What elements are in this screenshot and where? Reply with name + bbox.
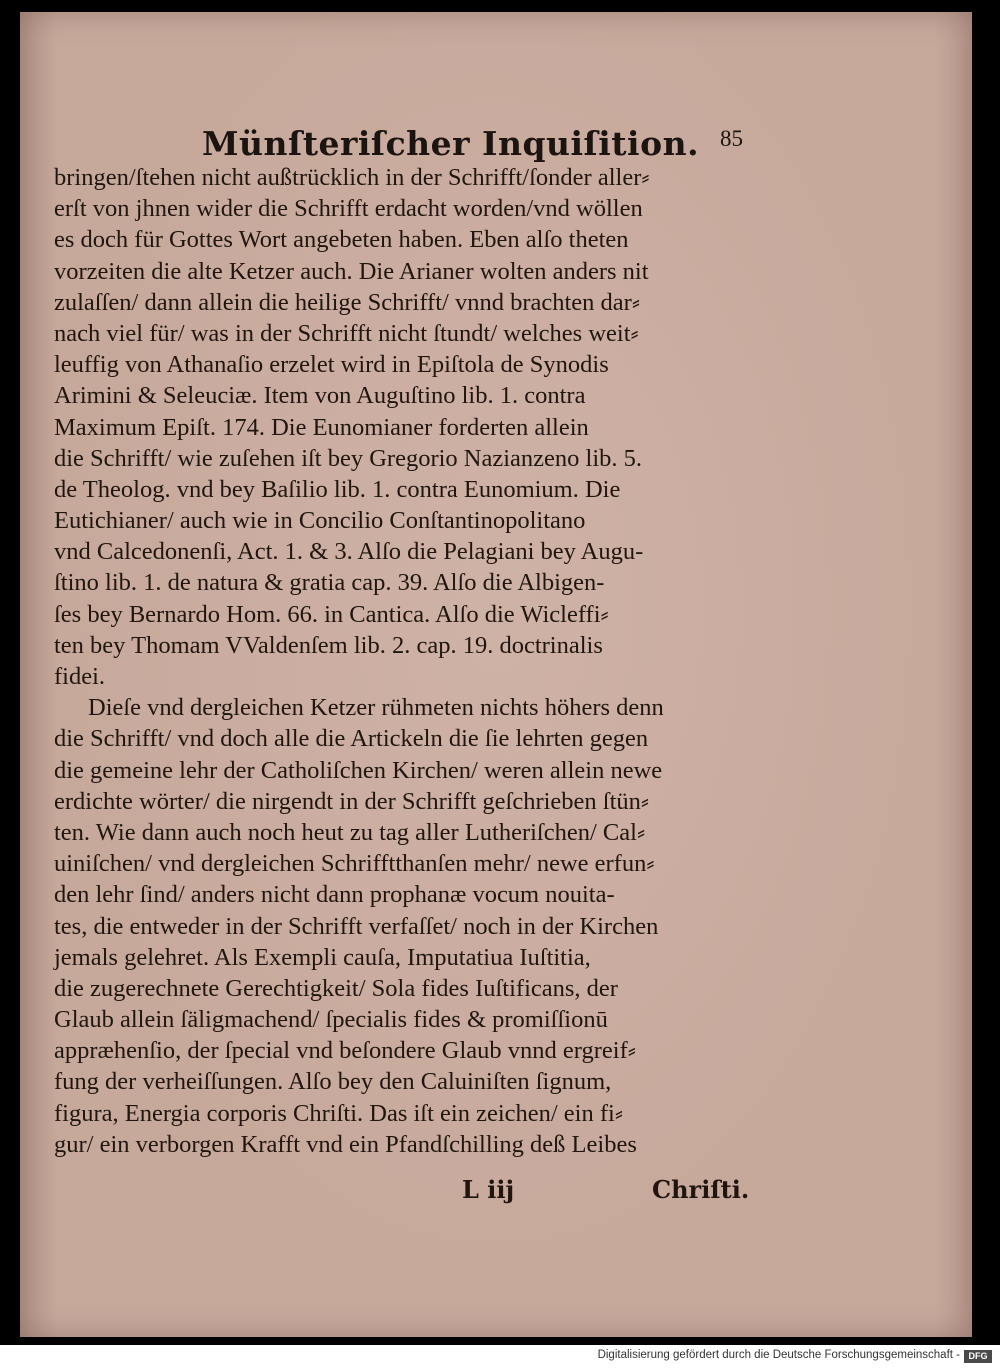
- text-line: fidei.: [54, 663, 106, 690]
- digitization-footer: [0, 1345, 1000, 1368]
- text-line: die Schrifft/ wie zuſehen iſt bey Gregorio Nazianzeno lib. 5.: [54, 444, 643, 472]
- text-line: den lehr ſind/ anders nicht dann prophanæ vocum nouita-: [54, 881, 615, 909]
- text-line: die zugerechnete Gerechtigkeit/ Sola fides Iuſtificans, der: [54, 974, 618, 1002]
- body-text: [54, 162, 754, 1160]
- text-line: jemals gelehret. Als Exempli cauſa, Imputatiua Iuſtitia,: [54, 943, 591, 971]
- text-line: leuffig von Athanaſio erzelet wird in Epiſtola de Synodis: [54, 351, 609, 379]
- page-foot: [20, 1175, 972, 1209]
- text-line: erdichte wörter/ die nirgendt in der Schrifft geſchrieben ſtün⸗: [54, 787, 650, 815]
- page-number: 85: [720, 126, 743, 151]
- catchword: Chriſti.: [652, 1175, 750, 1204]
- funding-notice: Digitalisierung gefördert durch die Deutsche Forschungsgemeinschaft -: [597, 1349, 960, 1361]
- text-line: vorzeiten die alte Ketzer auch. Die Arianer wolten anders nit: [54, 257, 649, 285]
- paragraph-start-line: Dieſe vnd dergleichen Ketzer rühmeten nichts höhers denn: [88, 694, 664, 722]
- text-line: fung der verheiſſungen. Alſo bey den Caluiniſten ſignum,: [54, 1068, 612, 1096]
- text-line: tes, die entweder in der Schrifft verfaſſet/ noch in der Kirchen: [54, 912, 659, 940]
- text-line: ſes bey Bernardo Hom. 66. in Cantica. Alſo die Wicleffi⸗: [54, 600, 609, 628]
- text-line: die Schrifft/ vnd doch alle die Artickeln die ſie lehrten gegen: [54, 725, 649, 753]
- running-title: Münſteriſcher Inquiſition.: [202, 124, 700, 163]
- text-line: Glaub allein ſäligmachend/ ſpecialis fides & promiſſionū: [54, 1006, 608, 1034]
- text-line: gur/ ein verborgen Krafft vnd ein Pfandſchilling deß Leibes: [54, 1130, 637, 1158]
- text-line: es doch für Gottes Wort angebeten haben. Eben alſo theten: [54, 226, 629, 254]
- text-line: die gemeine lehr der Catholiſchen Kirchen/ weren allein newe: [54, 756, 663, 784]
- dfg-logo-icon: DFG: [964, 1350, 992, 1363]
- text-line: ſtino lib. 1. de natura & gratia cap. 39. Alſo die Albigen-: [54, 569, 605, 597]
- text-line: erſt von jhnen wider die Schrifft erdacht worden/vnd wöllen: [54, 195, 643, 223]
- text-line: de Theolog. vnd bey Baſilio lib. 1. contra Eunomium. Die: [54, 475, 621, 503]
- text-line: Eutichianer/ auch wie in Concilio Conſtantinopolitano: [54, 507, 586, 535]
- signature-mark: L iij: [462, 1175, 515, 1204]
- text-line: zulaſſen/ dann allein die heilige Schrifft/ vnnd brachten dar⸗: [54, 288, 640, 316]
- book-page: [20, 12, 972, 1337]
- text-line: figura, Energia corporis Chriſti. Das iſt ein zeichen/ ein fi⸗: [54, 1099, 623, 1127]
- text-line: ten bey Thomam VValdenſem lib. 2. cap. 19. doctrinalis: [54, 631, 603, 659]
- text-line: nach viel für/ was in der Schrifft nicht ſtundt/ welches weit⸗: [54, 319, 639, 347]
- text-line: vnd Calcedonenſi, Act. 1. & 3. Alſo die Pelagiani bey Augu-: [54, 538, 644, 566]
- text-line: appræhenſio, der ſpecial vnd beſondere Glaub vnnd ergreif⸗: [54, 1037, 636, 1065]
- text-line: bringen/ſtehen nicht außtrücklich in der Schrifft/ſonder aller⸗: [54, 164, 650, 191]
- text-line: uiniſchen/ vnd dergleichen Schrifftthanſen mehr/ newe erfun⸗: [54, 850, 655, 878]
- text-line: ten. Wie dann auch noch heut zu tag aller Lutheriſchen/ Cal⸗: [54, 818, 646, 846]
- text-line: Arimini & Seleuciæ. Item von Auguſtino lib. 1. contra: [54, 382, 586, 410]
- text-line: Maximum Epiſt. 174. Die Eunomianer forderten allein: [54, 413, 589, 441]
